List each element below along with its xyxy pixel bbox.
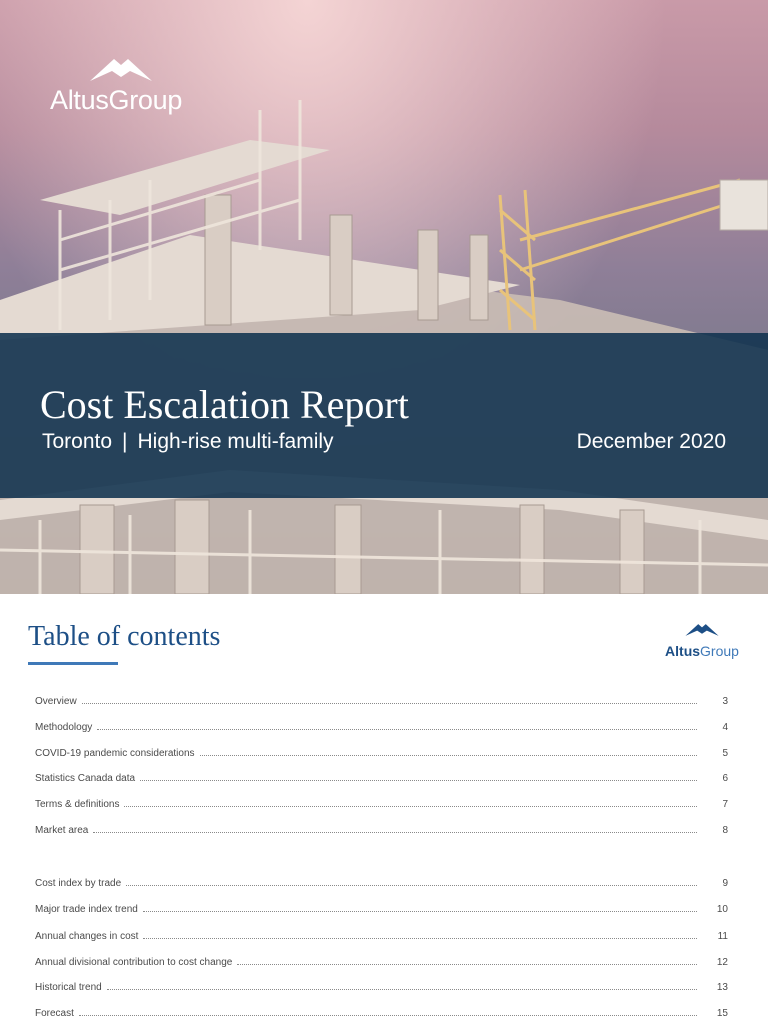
toc-item-page: 15 xyxy=(716,1008,728,1019)
toc-item-forecast[interactable] xyxy=(35,1003,728,1019)
toc-item-page: 12 xyxy=(716,957,728,968)
toc-item-page: 5 xyxy=(722,748,728,759)
toc-item-page: 11 xyxy=(717,931,728,942)
toc-item-label: Major trade index trend xyxy=(35,904,138,915)
toc-leader-dots xyxy=(237,964,697,965)
toc-heading: Table of contents xyxy=(28,621,221,652)
toc-item-label: Terms & definitions xyxy=(35,799,120,810)
logo-wordmark: AltusGroup xyxy=(50,85,183,115)
altus-group-logo xyxy=(50,55,210,116)
report-date: December 2020 xyxy=(576,430,726,453)
toc-item-label: Forecast xyxy=(35,1008,74,1019)
toc-leader-dots xyxy=(97,729,697,730)
toc-item-page: 9 xyxy=(722,878,728,889)
toc-leader-dots xyxy=(124,806,697,807)
toc-item-label: Market area xyxy=(35,825,89,836)
toc-leader-dots xyxy=(82,703,697,704)
toc-item-terms[interactable] xyxy=(35,794,728,810)
toc-item-statistics-canada[interactable] xyxy=(35,768,728,784)
toc-item-historical-trend[interactable] xyxy=(35,977,728,993)
toc-item-label: Statistics Canada data xyxy=(35,773,136,784)
toc-leader-dots xyxy=(79,1015,697,1016)
toc-item-cost-index[interactable] xyxy=(35,873,728,889)
toc-item-page: 3 xyxy=(722,696,728,707)
toc-item-divisional-contribution[interactable] xyxy=(35,952,728,968)
toc-leader-dots xyxy=(200,755,697,756)
toc-item-market-area[interactable] xyxy=(35,820,728,836)
toc-leader-dots xyxy=(126,885,697,886)
title-banner xyxy=(0,333,768,498)
toc-item-page: 4 xyxy=(722,722,728,733)
toc-item-page: 13 xyxy=(716,982,728,993)
altus-mountain-icon-small xyxy=(685,622,719,637)
toc-leader-dots xyxy=(93,832,697,833)
toc-item-label: COVID-19 pandemic considerations xyxy=(35,748,195,759)
toc-heading-underline xyxy=(28,662,118,665)
toc-leader-dots xyxy=(140,780,697,781)
toc-item-label: Cost index by trade xyxy=(35,878,122,889)
toc-item-covid[interactable] xyxy=(35,743,728,759)
toc-item-annual-changes[interactable] xyxy=(35,926,728,942)
toc-item-label: Annual divisional contribution to cost change xyxy=(35,957,233,968)
toc-item-methodology[interactable] xyxy=(35,717,728,733)
report-segment: High-rise multi-family xyxy=(137,430,334,453)
toc-leader-dots xyxy=(143,911,697,912)
toc-leader-dots xyxy=(107,989,697,990)
logo-wordmark-small: AltusGroup xyxy=(665,643,739,659)
report-title: Cost Escalation Report xyxy=(40,382,409,427)
altus-mountain-icon xyxy=(90,55,152,83)
subtitle-separator: | xyxy=(122,430,128,453)
toc-item-label: Methodology xyxy=(35,722,93,733)
toc-item-page: 8 xyxy=(722,825,728,836)
report-subtitle xyxy=(42,430,334,454)
report-location: Toronto xyxy=(42,430,113,453)
toc-item-overview[interactable] xyxy=(35,691,728,707)
toc-item-label: Historical trend xyxy=(35,982,102,993)
toc-item-label: Annual changes in cost xyxy=(35,931,139,942)
toc-item-page: 10 xyxy=(716,904,728,915)
toc-item-label: Overview xyxy=(35,696,77,707)
toc-item-major-trade[interactable] xyxy=(35,899,728,915)
altus-group-logo-small xyxy=(657,622,747,659)
toc-item-page: 6 xyxy=(722,773,728,784)
toc-leader-dots xyxy=(143,938,697,939)
toc-item-page: 7 xyxy=(722,799,728,810)
